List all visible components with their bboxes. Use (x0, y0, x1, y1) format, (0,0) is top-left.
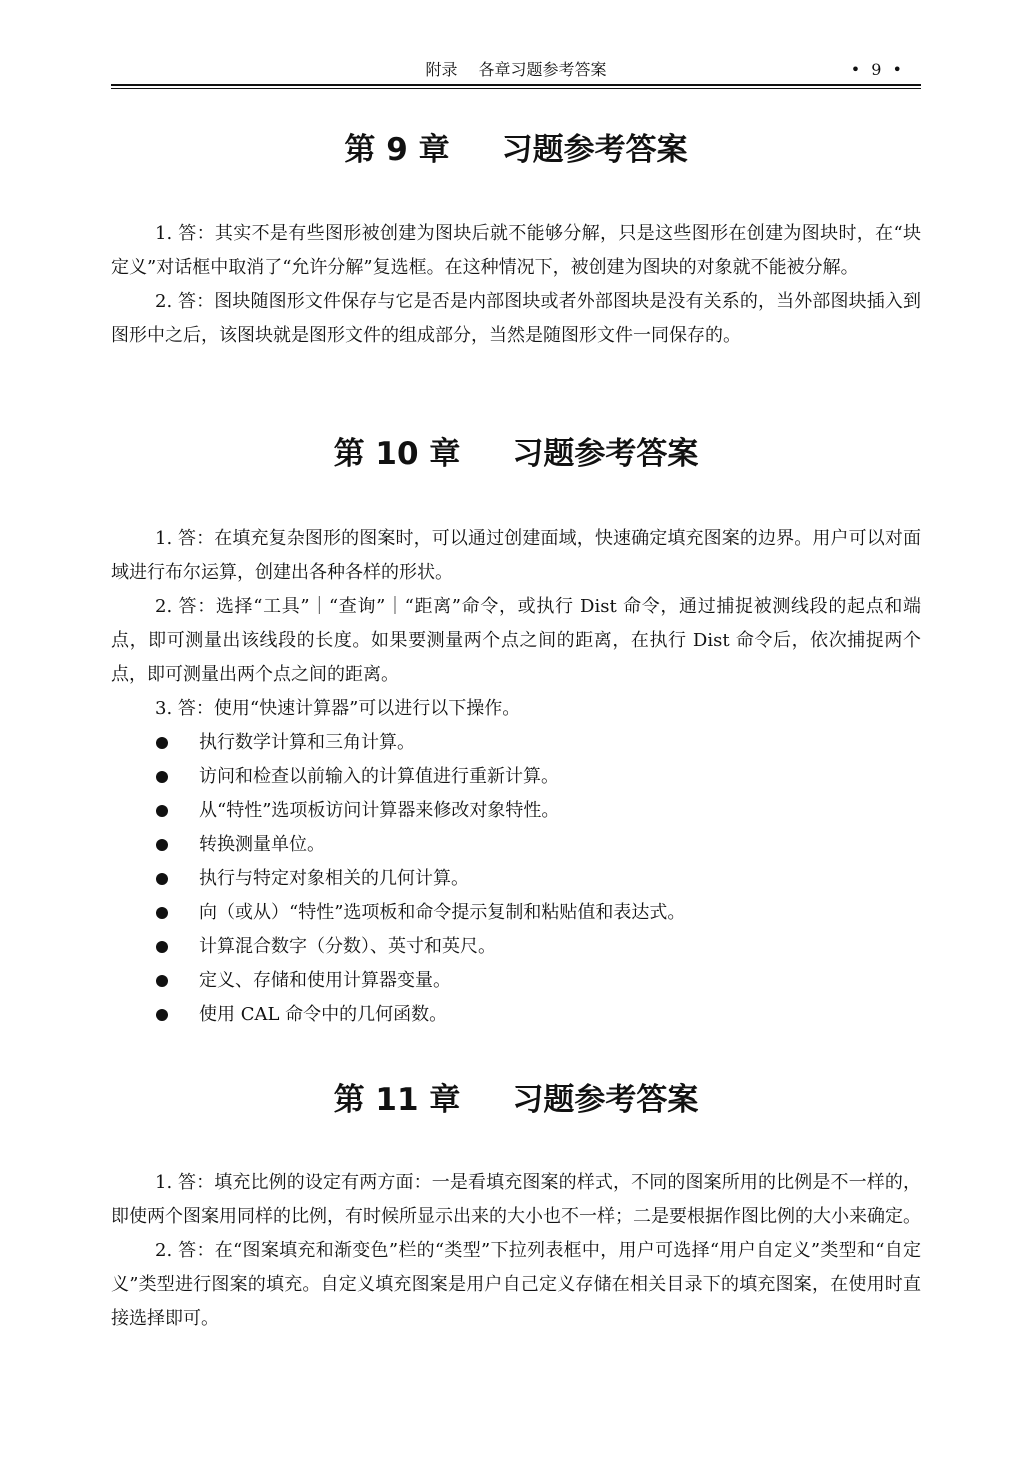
list-item (111, 896, 921, 930)
list-item (111, 828, 921, 862)
bullet-dot-icon (156, 941, 168, 953)
bullet-dot-icon (156, 873, 168, 885)
bullet-dot-icon (156, 839, 168, 851)
list-item-text: 向（或从）“特性”选项板和命令提示复制和粘贴值和表达式。 (199, 902, 686, 923)
list-item (111, 760, 921, 794)
chapter-10-heading (111, 434, 921, 474)
chapter-11-number: 第 11 章 (333, 1082, 461, 1118)
chapter-11-heading (111, 1080, 921, 1120)
bullet-dot-icon (156, 771, 168, 783)
list-item-text: 转换测量单位。 (199, 834, 325, 855)
chapter-10-title: 习题参考答案 (512, 436, 699, 472)
list-item (111, 794, 921, 828)
list-item-text: 定义、存储和使用计算器变量。 (199, 970, 451, 991)
answer-paragraph: 2. 答：在“图案填充和渐变色”栏的“类型”下拉列表框中，用户可选择“用户自定义”类型和“自定义”类型进行图案的填充。自定义填充图案是用户自己定义存储在相关目录下的填充图案，在使用时直接选择即可。 (111, 1240, 921, 1329)
list-item (111, 726, 921, 760)
bullet-dot-icon (156, 737, 168, 749)
list-item-text: 访问和检查以前输入的计算值进行重新计算。 (199, 766, 559, 787)
running-header (111, 58, 921, 84)
chapter-11-title: 习题参考答案 (512, 1082, 699, 1118)
chapter-11-section (111, 1166, 921, 1336)
page-number: • 9 • (850, 60, 905, 79)
answer-paragraph: 1. 答：填充比例的设定有两方面：一是看填充图案的样式，不同的图案所用的比例是不一样的，即使两个图案用同样的比例，有时候所显示出来的大小也不一样；二是要根据作图比例的大小来确定。 (111, 1172, 921, 1227)
chapter-9-section (111, 217, 921, 353)
bullet-dot-icon (156, 975, 168, 987)
chapter-9-title: 习题参考答案 (501, 132, 688, 168)
chapter-10-section (111, 522, 921, 1032)
list-item-text: 执行数学计算和三角计算。 (199, 732, 415, 753)
running-header-title: 附录 各章习题参考答案 (425, 60, 607, 79)
list-item (111, 964, 921, 998)
header-rule (111, 84, 921, 89)
chapter-9-heading (111, 130, 921, 170)
answer-paragraph: 1. 答：其实不是有些图形被创建为图块后就不能够分解，只是这些图形在创建为图块时，在“块定义”对话框中取消了“允许分解”复选框。在这种情况下，被创建为图块的对象就不能被分解。 (111, 223, 921, 278)
answer-paragraph: 1. 答：在填充复杂图形的图案时，可以通过创建面域，快速确定填充图案的边界。用户可以对面域进行布尔运算，创建出各种各样的形状。 (111, 528, 921, 583)
list-item-text: 执行与特定对象相关的几何计算。 (199, 868, 469, 889)
bullet-dot-icon (156, 805, 168, 817)
bullet-dot-icon (156, 907, 168, 919)
answer-paragraph: 2. 答：图块随图形文件保存与它是否是内部图块或者外部图块是没有关系的，当外部图块插入到图形中之后，该图块就是图形文件的组成部分，当然是随图形文件一同保存的。 (111, 291, 921, 346)
answer-paragraph: 2. 答：选择“工具”｜“查询”｜“距离”命令，或执行 Dist 命令，通过捕捉被测线段的起点和端点，即可测量出该线段的长度。如果要测量两个点之间的距离，在执行 Dist 命令后，依次捕捉两个点，即可测量出两个点之间的距离。 (111, 596, 921, 685)
chapter-9-number: 第 9 章 (344, 132, 450, 168)
answer-paragraph: 3. 答：使用“快速计算器”可以进行以下操作。 (155, 698, 521, 719)
calculator-feature-list (111, 726, 921, 1032)
list-item (111, 862, 921, 896)
list-item (111, 998, 921, 1032)
chapter-10-number: 第 10 章 (333, 436, 461, 472)
list-item-text: 计算混合数字（分数）、英寸和英尺。 (199, 936, 496, 957)
list-item (111, 930, 921, 964)
bullet-dot-icon (156, 1009, 168, 1021)
list-item-text: 从“特性”选项板访问计算器来修改对象特性。 (199, 800, 560, 821)
list-item-text: 使用 CAL 命令中的几何函数。 (199, 1004, 448, 1025)
